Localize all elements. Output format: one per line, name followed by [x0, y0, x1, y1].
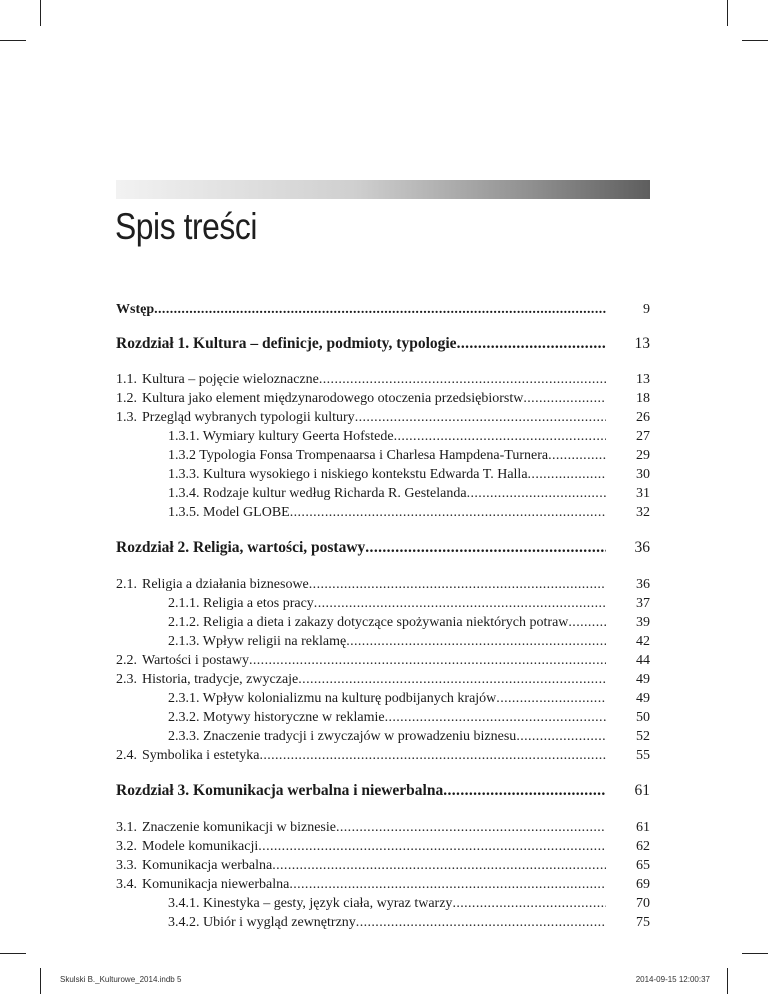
toc-entry-title: Wstęp .....	[116, 300, 606, 320]
toc-section[interactable]	[116, 389, 650, 409]
toc-entry-page: 29	[636, 448, 650, 463]
toc-entry-page: 26	[636, 410, 650, 425]
toc-entry-title: Znaczenie komunikacji w biznesie .....	[142, 818, 606, 838]
toc-section[interactable]	[116, 370, 650, 390]
toc-entry-title: 1.3.5. Model GLOBE .....	[168, 503, 606, 523]
footer-file-info: Skulski B._Kulturowe_2014.indb 5	[60, 975, 182, 984]
toc-entry-title: 3.4.1. Kinestyka – gesty, język ciała, wyraz twarzy .....	[168, 894, 606, 914]
toc-entry-title: 1.3.4. Rodzaje kultur według Richarda R. Gestelanda .....	[168, 484, 606, 504]
toc-entry-title: Rozdział 1. Kultura – definicje, podmioty, typologie .....	[116, 334, 606, 354]
toc-entry-number: 1.3.	[116, 410, 137, 425]
toc-entry-title: 2.3.2. Motywy historyczne w reklamie .....	[168, 708, 606, 728]
toc-entry-page: 32	[636, 505, 650, 520]
toc-entry-page: 9	[643, 302, 650, 317]
toc-section[interactable]	[116, 856, 650, 876]
toc-subsection[interactable]	[116, 913, 650, 933]
toc-entry-page: 61	[634, 782, 650, 799]
toc-entry-number: 3.2.	[116, 839, 137, 854]
toc-entry-number: 1.1.	[116, 372, 137, 387]
toc-section[interactable]	[116, 875, 650, 895]
toc-entry-page: 49	[636, 672, 650, 687]
toc-entry-intro[interactable]	[116, 300, 650, 320]
toc-entry-page: 75	[636, 915, 650, 930]
toc-entry-title: 2.3.3. Znaczenie tradycji i zwyczajów w prowadzeniu biznesu .....	[168, 727, 606, 747]
toc-entry-page: 37	[636, 596, 650, 611]
toc-section[interactable]	[116, 408, 650, 428]
toc-entry-title: Historia, tradycje, zwyczaje .....	[142, 670, 606, 690]
toc-entry-title: 3.4.2. Ubiór i wygląd zewnętrzny .....	[168, 913, 606, 933]
toc-entry-page: 13	[634, 335, 650, 352]
toc-subsection[interactable]	[116, 503, 650, 523]
toc-subsection[interactable]	[116, 894, 650, 914]
toc-entry-title: Religia a działania biznesowe .....	[142, 575, 606, 595]
toc-section[interactable]	[116, 651, 650, 671]
toc-entry-page: 49	[636, 691, 650, 706]
footer-timestamp: 2014-09-15 12:00:37	[635, 975, 710, 984]
page-title: Spis treści	[115, 206, 258, 247]
toc-chapter-1[interactable]	[116, 334, 650, 354]
toc-subsection[interactable]	[116, 484, 650, 504]
toc-section[interactable]	[116, 670, 650, 690]
toc-entry-title: Modele komunikacji .....	[142, 837, 606, 857]
toc-entry-page: 31	[636, 486, 650, 501]
toc-entry-title: 2.1.1. Religia a etos pracy .....	[168, 594, 606, 614]
toc-entry-page: 62	[636, 839, 650, 854]
toc-entry-title: Przegląd wybranych typologii kultury .....	[142, 408, 606, 428]
toc-entry-page: 55	[636, 748, 650, 763]
toc-subsection[interactable]	[116, 708, 650, 728]
toc-entry-number: 2.1.	[116, 577, 137, 592]
toc-subsection[interactable]	[116, 632, 650, 652]
toc-entry-title: 1.3.3. Kultura wysokiego i niskiego kontekstu Edwarda T. Halla .....	[168, 465, 606, 485]
toc-entry-title: Komunikacja werbalna .....	[142, 856, 606, 876]
toc-entry-page: 69	[636, 877, 650, 892]
toc-entry-number: 3.4.	[116, 877, 137, 892]
toc-entry-page: 36	[634, 539, 650, 556]
toc-subsection[interactable]	[116, 465, 650, 485]
toc-entry-title: Kultura – pojęcie wieloznaczne .....	[142, 370, 606, 390]
toc-chapter-2[interactable]	[116, 538, 650, 558]
toc-subsection[interactable]	[116, 427, 650, 447]
toc-subsection[interactable]	[116, 446, 650, 466]
toc-entry-title: Komunikacja niewerbalna .....	[142, 875, 606, 895]
toc-entry-page: 30	[636, 467, 650, 482]
toc-subsection[interactable]	[116, 613, 650, 633]
toc-entry-number: 3.3.	[116, 858, 137, 873]
toc-section[interactable]	[116, 837, 650, 857]
toc-entry-number: 2.4.	[116, 748, 137, 763]
toc-entry-title: Kultura jako element międzynarodowego otoczenia przedsiębiorstw .....	[142, 389, 606, 409]
toc-entry-number: 1.2.	[116, 391, 137, 406]
toc-entry-title: Rozdział 3. Komunikacja werbalna i niewerbalna .....	[116, 781, 606, 801]
toc-entry-number: 2.2.	[116, 653, 137, 668]
toc-entry-title: 2.3.1. Wpływ kolonializmu na kulturę podbijanych krajów .....	[168, 689, 606, 709]
toc-subsection[interactable]	[116, 727, 650, 747]
toc-section[interactable]	[116, 818, 650, 838]
toc-entry-page: 39	[636, 615, 650, 630]
toc-entry-title: 1.3.1. Wymiary kultury Geerta Hofstede .....	[168, 427, 606, 447]
toc-entry-number: 2.3.	[116, 672, 137, 687]
toc-entry-title: 1.3.2 Typologia Fonsa Trompenaarsa i Charlesa Hampdena-Turnera .....	[168, 446, 606, 466]
toc-entry-number: 3.1.	[116, 820, 137, 835]
toc-entry-title: Symbolika i estetyka .....	[142, 746, 606, 766]
toc-section[interactable]	[116, 575, 650, 595]
toc-entry-title: 2.1.3. Wpływ religii na reklamę .....	[168, 632, 606, 652]
toc-section[interactable]	[116, 746, 650, 766]
toc-entry-title: 2.1.2. Religia a dieta i zakazy dotyczące spożywania niektórych potraw .....	[168, 613, 606, 633]
toc-entry-title: Rozdział 2. Religia, wartości, postawy .....	[116, 538, 606, 558]
toc-entry-page: 70	[636, 896, 650, 911]
toc-entry-page: 65	[636, 858, 650, 873]
toc-chapter-3[interactable]	[116, 781, 650, 801]
toc-entry-page: 44	[636, 653, 650, 668]
toc-subsection[interactable]	[116, 689, 650, 709]
toc-entry-page: 36	[636, 577, 650, 592]
toc-entry-page: 50	[636, 710, 650, 725]
toc-entry-page: 42	[636, 634, 650, 649]
toc-entry-page: 18	[636, 391, 650, 406]
toc-entry-page: 61	[636, 820, 650, 835]
toc-entry-page: 27	[636, 429, 650, 444]
toc-entry-page: 52	[636, 729, 650, 744]
toc-subsection[interactable]	[116, 594, 650, 614]
toc-entry-title: Wartości i postawy .....	[142, 651, 606, 671]
toc-entry-page: 13	[636, 372, 650, 387]
